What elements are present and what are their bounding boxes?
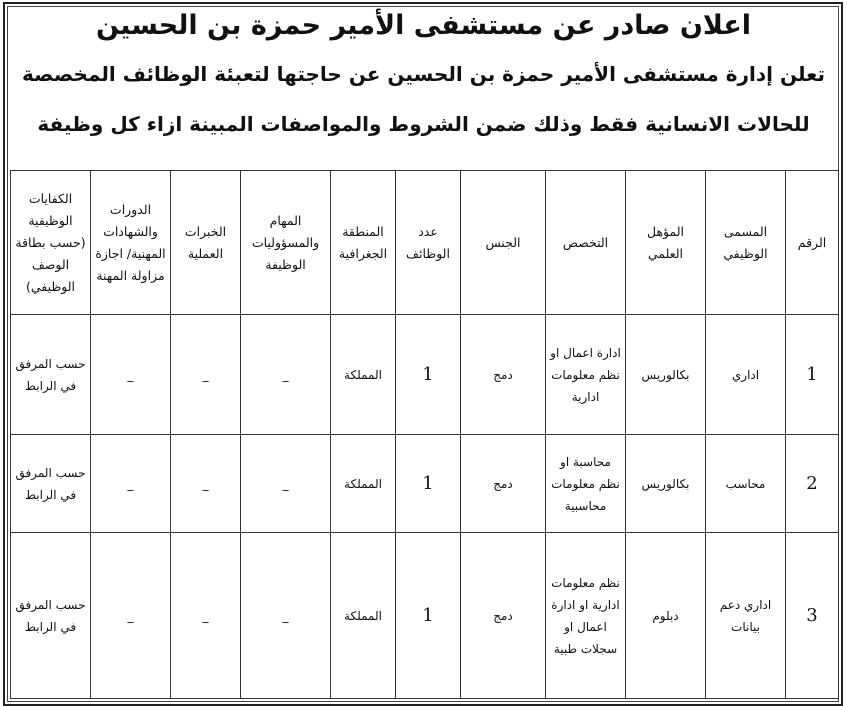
- table-cell: محاسب: [706, 435, 786, 533]
- table-cell: حسب المرفق في الرابط: [11, 533, 91, 699]
- column-header: الرقم: [786, 171, 839, 315]
- table-cell: _: [241, 315, 331, 435]
- table-cell: _: [91, 315, 171, 435]
- announcement-subtitle-1: تعلن إدارة مستشفى الأمير حمزة بن الحسين عن حاجتها لتعبئة الوظائف المخصصة: [22, 62, 825, 86]
- table-cell: نظم معلومات ادارية او ادارة اعمال او سجلات طبية: [546, 533, 626, 699]
- table-cell: بكالوريس: [626, 435, 706, 533]
- table-cell: دمج: [461, 533, 546, 699]
- table-cell: المملكة: [331, 435, 396, 533]
- table-cell: دمج: [461, 435, 546, 533]
- table-cell: دمج: [461, 315, 546, 435]
- announcement-title: اعلان صادر عن مستشفى الأمير حمزة بن الحسين: [95, 10, 752, 41]
- table-cell: 1: [396, 315, 461, 435]
- table-cell: 2: [786, 435, 839, 533]
- announcement-subtitle-2: للحالات الانسانية فقط وذلك ضمن الشروط والمواصفات المبينة ازاء كل وظيفة: [37, 112, 810, 136]
- table-cell: حسب المرفق في الرابط: [11, 315, 91, 435]
- column-header: الدورات والشهادات المهنية/ اجازة مزاولة المهنة: [91, 171, 171, 315]
- table-row: [11, 533, 839, 699]
- table-cell: _: [171, 533, 241, 699]
- column-header: المؤهل العلمي: [626, 171, 706, 315]
- column-header: الكفايات الوظيفية (حسب بطاقة الوصف الوظيفي): [11, 171, 91, 315]
- table-cell: 1: [786, 315, 839, 435]
- table-cell: _: [171, 315, 241, 435]
- table-cell: اداري دعم بيانات: [706, 533, 786, 699]
- table-cell: المملكة: [331, 533, 396, 699]
- table-cell: 3: [786, 533, 839, 699]
- column-header: عدد الوظائف: [396, 171, 461, 315]
- column-header: الجنس: [461, 171, 546, 315]
- table-cell: ادارة اعمال او نظم معلومات ادارية: [546, 315, 626, 435]
- table-cell: 1: [396, 435, 461, 533]
- table-cell: _: [171, 435, 241, 533]
- table-cell: بكالوريس: [626, 315, 706, 435]
- table-cell: _: [241, 435, 331, 533]
- table-row: [11, 315, 839, 435]
- table-row: [11, 435, 839, 533]
- table-cell: اداري: [706, 315, 786, 435]
- column-header: المهام والمسؤوليات الوظيفة: [241, 171, 331, 315]
- table-cell: 1: [396, 533, 461, 699]
- table-cell: دبلوم: [626, 533, 706, 699]
- table-cell: _: [91, 533, 171, 699]
- column-header: الخبرات العملية: [171, 171, 241, 315]
- table-cell: _: [241, 533, 331, 699]
- column-header: المسمى الوظيفي: [706, 171, 786, 315]
- table-cell: حسب المرفق في الرابط: [11, 435, 91, 533]
- table-cell: _: [91, 435, 171, 533]
- column-header: التخصص: [546, 171, 626, 315]
- table-cell: محاسبة او نظم معلومات محاسبية: [546, 435, 626, 533]
- jobs-table: [10, 170, 839, 699]
- column-header: المنطقة الجغرافية: [331, 171, 396, 315]
- table-header-row: [11, 171, 839, 315]
- table-cell: المملكة: [331, 315, 396, 435]
